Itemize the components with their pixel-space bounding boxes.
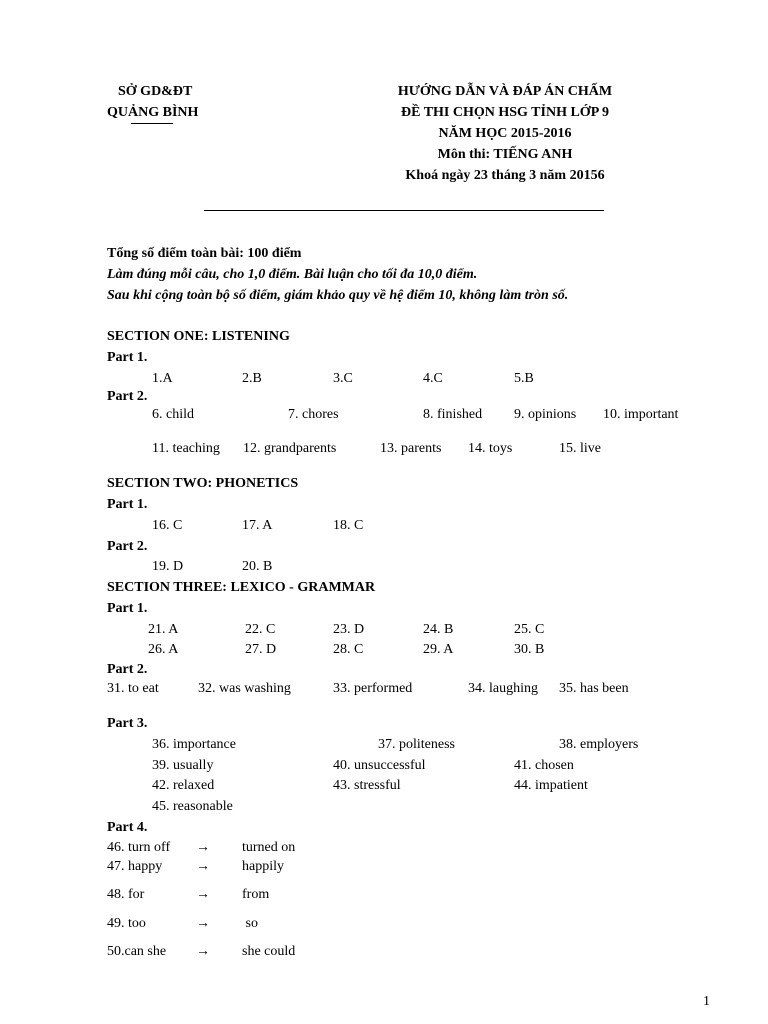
s1-part2-label: Part 2. bbox=[107, 389, 148, 404]
answer-item: 29. A bbox=[423, 642, 454, 657]
exam-date: Khoá ngày 23 tháng 3 năm 20156 bbox=[405, 168, 605, 183]
answer-item: 40. unsuccessful bbox=[333, 758, 426, 773]
arrow-icon: → bbox=[196, 840, 210, 855]
answer-item: 9. opinions bbox=[514, 407, 577, 422]
arrow-icon: → bbox=[196, 887, 210, 902]
s3-part2-label: Part 2. bbox=[107, 662, 148, 677]
answer-item: 2.B bbox=[242, 371, 262, 386]
answer-item: 32. was washing bbox=[198, 681, 291, 696]
province-name: QUẢNG BÌNH bbox=[107, 105, 199, 120]
answer-item: 19. D bbox=[152, 559, 184, 574]
answer-item: 1.A bbox=[152, 371, 173, 386]
arrow-icon: → bbox=[196, 916, 210, 931]
answer-item: 39. usually bbox=[152, 758, 214, 773]
correction-from: 47. happy bbox=[107, 859, 163, 874]
dept-name: SỞ GD&ĐT bbox=[118, 84, 193, 99]
answer-item: 36. importance bbox=[152, 737, 236, 752]
answer-item: 24. B bbox=[423, 622, 454, 637]
answer-item: 20. B bbox=[242, 559, 273, 574]
answer-item: 26. A bbox=[148, 642, 179, 657]
arrow-icon: → bbox=[196, 944, 210, 959]
page-number: 1 bbox=[703, 994, 710, 1009]
correction-to: she could bbox=[242, 944, 296, 959]
answer-item: 12. grandparents bbox=[243, 441, 337, 456]
answer-item: 13. parents bbox=[380, 441, 442, 456]
correction-to: turned on bbox=[242, 840, 296, 855]
correction-to: happily bbox=[242, 859, 284, 874]
header-short-rule bbox=[131, 123, 173, 124]
answer-item: 38. employers bbox=[559, 737, 639, 752]
answer-item: 21. A bbox=[148, 622, 179, 637]
section-one-title: SECTION ONE: LISTENING bbox=[107, 329, 290, 344]
answer-item: 16. C bbox=[152, 518, 183, 533]
correction-from: 46. turn off bbox=[107, 840, 171, 855]
answer-item: 22. C bbox=[245, 622, 276, 637]
answer-item: 23. D bbox=[333, 622, 365, 637]
answer-item: 45. reasonable bbox=[152, 799, 233, 814]
s2-part1-label: Part 1. bbox=[107, 497, 148, 512]
answer-item: 35. has been bbox=[559, 681, 629, 696]
answer-item: 3.C bbox=[333, 371, 353, 386]
answer-item: 28. C bbox=[333, 642, 364, 657]
s3-part1-label: Part 1. bbox=[107, 601, 148, 616]
answer-item: 31. to eat bbox=[107, 681, 159, 696]
section-two-title: SECTION TWO: PHONETICS bbox=[107, 476, 299, 491]
answer-item: 4.C bbox=[423, 371, 443, 386]
correction-from: 50.can she bbox=[107, 944, 167, 959]
correction-from: 48. for bbox=[107, 887, 145, 902]
answer-item: 37. politeness bbox=[378, 737, 455, 752]
answer-item: 44. impatient bbox=[514, 778, 588, 793]
answer-item: 11. teaching bbox=[152, 441, 220, 456]
correction-to: from bbox=[242, 887, 270, 902]
answer-item: 30. B bbox=[514, 642, 545, 657]
s3-part3-label: Part 3. bbox=[107, 716, 148, 731]
answer-item: 27. D bbox=[245, 642, 277, 657]
answer-item: 6. child bbox=[152, 407, 194, 422]
header-divider bbox=[204, 210, 604, 211]
correction-from: 49. too bbox=[107, 916, 146, 931]
answer-item: 34. laughing bbox=[468, 681, 538, 696]
answer-item: 5.B bbox=[514, 371, 534, 386]
s2-part2-label: Part 2. bbox=[107, 539, 148, 554]
total-score: Tổng số điểm toàn bài: 100 điểm bbox=[107, 246, 302, 261]
answer-item: 15. live bbox=[559, 441, 601, 456]
s1-part1-label: Part 1. bbox=[107, 350, 148, 365]
answer-item: 8. finished bbox=[423, 407, 483, 422]
answer-item: 43. stressful bbox=[333, 778, 401, 793]
answer-item: 17. A bbox=[242, 518, 273, 533]
s3-part4-label: Part 4. bbox=[107, 820, 148, 835]
answer-item: 33. performed bbox=[333, 681, 413, 696]
answer-item: 10. important bbox=[603, 407, 679, 422]
answer-item: 41. chosen bbox=[514, 758, 574, 773]
exam-title: ĐỀ THI CHỌN HSG TỈNH LỚP 9 bbox=[401, 105, 609, 120]
correction-to: so bbox=[242, 916, 258, 931]
answer-item: 18. C bbox=[333, 518, 364, 533]
answer-item: 7. chores bbox=[288, 407, 339, 422]
answer-item: 42. relaxed bbox=[152, 778, 215, 793]
doc-title: HƯỚNG DẪN VÀ ĐÁP ÁN CHẤM bbox=[397, 84, 613, 99]
school-year: NĂM HỌC 2015-2016 bbox=[438, 126, 572, 141]
scoring-rule-2: Sau khi cộng toàn bộ số điểm, giám khảo quy về hệ điểm 10, không làm tròn số. bbox=[107, 288, 569, 303]
answer-item: 14. toys bbox=[468, 441, 513, 456]
scoring-rule-1: Làm đúng mỗi câu, cho 1,0 điểm. Bài luận cho tối đa 10,0 điểm. bbox=[107, 267, 478, 282]
answer-item: 25. C bbox=[514, 622, 545, 637]
arrow-icon: → bbox=[196, 859, 210, 874]
subject: Môn thi: TIẾNG ANH bbox=[437, 147, 573, 162]
section-three-title: SECTION THREE: LEXICO - GRAMMAR bbox=[107, 580, 376, 595]
